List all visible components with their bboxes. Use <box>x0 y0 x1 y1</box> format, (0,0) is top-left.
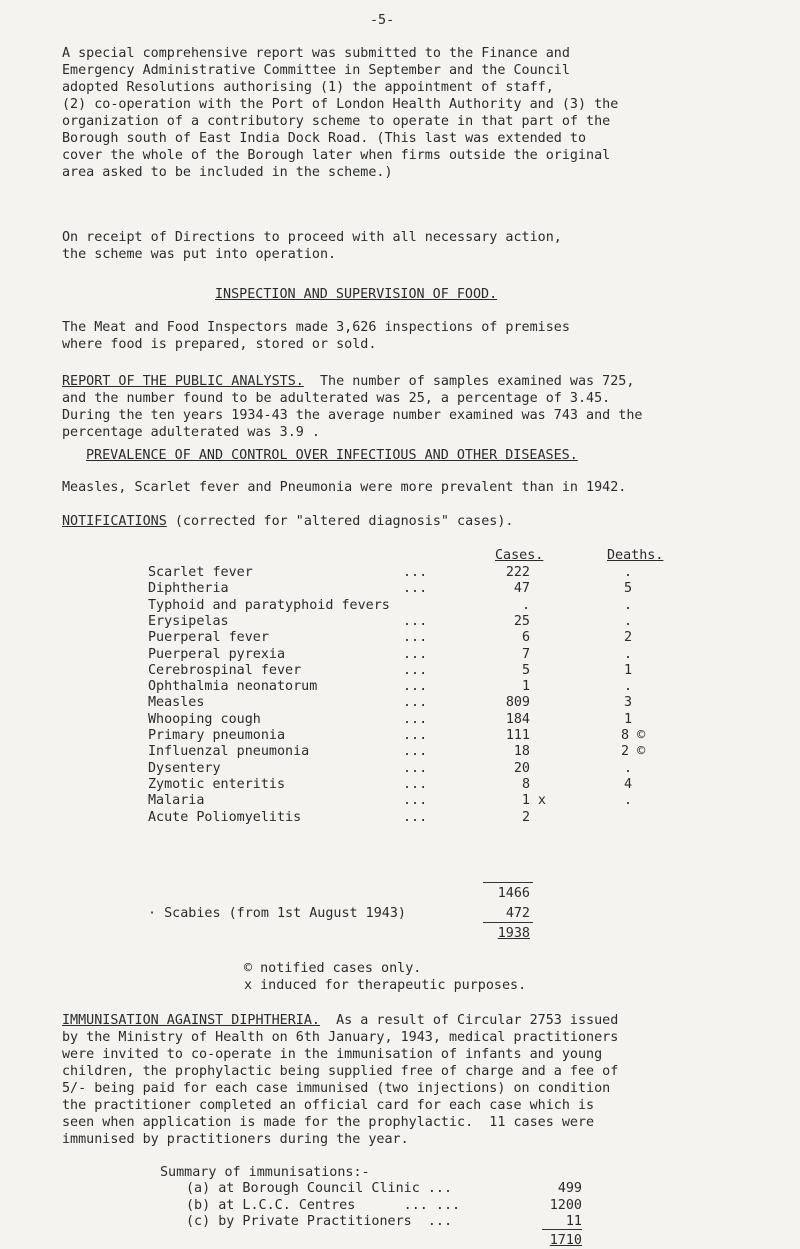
summary-row-value: 11 <box>565 1214 582 1229</box>
table-row-disease: Puerperal fever <box>148 630 269 645</box>
analysts-heading: REPORT OF THE PUBLIC ANALYSTS. <box>62 374 304 389</box>
immunisation-text: As a result of Circular 2753 issued by the Ministry of Health on 6th January, 1943, medical practitioners were invited to co-operate in the immunisation of infants and young children, the prophylactic being supplied free of charge and a fee of 5/- being paid for each case immunised (two injections) on condition the practitioner completed an official card for each case which is seen when application is made for the prophylactic. 11 cases were immunised by practitioners during the year. <box>62 1013 619 1147</box>
table-row-disease: Dysentery <box>148 761 221 776</box>
table-row-deaths: 3 <box>624 695 633 710</box>
table-row-deaths: . <box>624 598 633 613</box>
table-row-cases: 47 <box>513 581 530 596</box>
analysts-text: The number of samples examined was 725, and the number found to be adulterated was 25, a percentage of 3.45. During the ten years 1934-43 the average number examined was 743 and the percentage adulterated was 3.9 . <box>62 374 643 440</box>
table-row-dots: ... <box>403 728 428 743</box>
subtotal-value: 1466 <box>497 886 530 901</box>
table-row-disease: Puerperal pyrexia <box>148 647 286 662</box>
table-row-cases: 1 x <box>521 793 546 808</box>
table-row-deaths: 5 <box>624 581 633 596</box>
table-row-cases: 8 <box>521 777 530 792</box>
summary-total-rule <box>542 1229 582 1230</box>
table-row-cases: 20 <box>513 761 530 776</box>
notifications-heading: NOTIFICATIONS <box>62 514 167 529</box>
table-row-dots: ... <box>403 712 428 727</box>
table-row-disease: Measles <box>148 695 205 710</box>
table-row-cases: 5 <box>521 663 530 678</box>
table-row-disease: Primary pneumonia <box>148 728 286 743</box>
summary-row-label: (c) by Private Practitioners ... <box>186 1214 453 1229</box>
analysts-section <box>62 373 642 441</box>
table-row-dots: ... <box>403 614 428 629</box>
table-row-deaths: . <box>624 679 633 694</box>
col-deaths-header: Deaths. <box>607 548 664 563</box>
table-row-disease: Malaria <box>148 793 205 808</box>
prevalence-heading: PREVALENCE OF AND CONTROL OVER INFECTIOUS AND OTHER DISEASES. <box>86 448 578 463</box>
table-row-disease: Whooping cough <box>148 712 261 727</box>
table-row-dots: ... <box>403 777 428 792</box>
grand-total: 1938 <box>497 926 530 941</box>
table-row-disease: Diphtheria <box>148 581 229 596</box>
table-row-deaths: 4 <box>624 777 633 792</box>
summary-total: 1710 <box>549 1233 582 1248</box>
page-number: -5- <box>370 13 395 28</box>
table-row-deaths: 2 © <box>621 744 646 759</box>
notifications-line <box>62 513 513 530</box>
table-row-deaths: 1 <box>624 663 633 678</box>
scabies-label-text: Scabies (from 1st August 1943) <box>164 906 406 921</box>
table-row-cases: 7 <box>521 647 530 662</box>
table-row-cases: 222 <box>505 565 530 580</box>
col-cases-header: Cases. <box>495 548 544 563</box>
table-row-cases: 809 <box>505 695 530 710</box>
scabies-cases: 472 <box>505 906 530 921</box>
table-row-deaths: . <box>624 565 633 580</box>
table-row-cases: 6 <box>521 630 530 645</box>
table-row-disease: Typhoid and paratyphoid fevers <box>148 598 390 613</box>
table-row-deaths: . <box>624 761 633 776</box>
food-heading: INSPECTION AND SUPERVISION OF FOOD. <box>215 287 498 302</box>
table-row-disease: Scarlet fever <box>148 565 253 580</box>
table-row-deaths: . <box>624 793 633 808</box>
table-row-dots: ... <box>403 647 428 662</box>
prevalence-paragraph: Measles, Scarlet fever and Pneumonia were more prevalent than in 1942. <box>62 480 627 495</box>
table-row-dots: ... <box>403 744 428 759</box>
footnote-notified: © notified cases only. <box>244 961 422 976</box>
table-row-dots: ... <box>403 793 428 808</box>
table-row-disease: Acute Poliomyelitis <box>148 810 302 825</box>
table-row-disease: Cerebrospinal fever <box>148 663 302 678</box>
immunisation-heading: IMMUNISATION AGAINST DIPHTHERIA. <box>62 1013 320 1028</box>
table-row-cases: 2 <box>521 810 530 825</box>
summary-row-value: 499 <box>557 1181 582 1196</box>
table-row-disease: Erysipelas <box>148 614 229 629</box>
table-row-dots: ... <box>403 565 428 580</box>
summary-title: Summary of immunisations:- <box>160 1165 370 1180</box>
table-row-dots: ... <box>403 761 428 776</box>
table-row-dots: ... <box>403 810 428 825</box>
intro-paragraph: A special comprehensive report was submitted to the Finance and Emergency Administrative Committee in September and the Council adopted Resolutions authorising (1) the appointment of staff, (2) co-operation with the Port of London Health Authority and (3) the organization of a contributory scheme to operate in that part of the Borough south of East India Dock Road. (This last was extended to cover the whole of the Borough later when firms outside the original area asked to be included in the scheme.) <box>62 46 619 180</box>
table-row-deaths: . <box>624 614 633 629</box>
summary-row-label: (a) at Borough Council Clinic ... <box>186 1181 453 1196</box>
directions-paragraph: On receipt of Directions to proceed with all necessary action, the scheme was put into operation. <box>62 230 562 262</box>
table-row-dots: ... <box>403 630 428 645</box>
table-row-dots: ... <box>403 663 428 678</box>
scabies-label: · Scabies (from 1st August 1943) <box>148 906 406 921</box>
table-row-cases: 25 <box>513 614 530 629</box>
table-row-disease: Ophthalmia neonatorum <box>148 679 318 694</box>
table-row-deaths: 8 © <box>621 728 646 743</box>
total-rule <box>483 922 533 923</box>
summary-row-label: (b) at L.C.C. Centres ... ... <box>186 1198 461 1213</box>
table-row-dots: ... <box>403 695 428 710</box>
table-row-cases: 18 <box>513 744 530 759</box>
table-row-cases: . <box>521 598 530 613</box>
table-row-cases: 111 <box>505 728 530 743</box>
table-row-cases: 184 <box>505 712 530 727</box>
table-row-disease: Influenzal pneumonia <box>148 744 310 759</box>
subtotal-rule <box>483 882 533 883</box>
table-row-disease: Zymotic enteritis <box>148 777 286 792</box>
table-row-deaths: 2 <box>624 630 633 645</box>
table-row-deaths: . <box>624 647 633 662</box>
table-row-deaths: 1 <box>624 712 633 727</box>
table-row-dots: ... <box>403 679 428 694</box>
food-paragraph: The Meat and Food Inspectors made 3,626 inspections of premises where food is prepared, stored or sold. <box>62 320 570 352</box>
notifications-note: (corrected for "altered diagnosis" cases). <box>166 514 514 529</box>
table-row-cases: 1 <box>521 679 530 694</box>
table-row-dots: ... <box>403 581 428 596</box>
summary-row-value: 1200 <box>549 1198 582 1213</box>
footnote-induced: x induced for therapeutic purposes. <box>244 978 527 993</box>
immunisation-section <box>62 1012 618 1148</box>
